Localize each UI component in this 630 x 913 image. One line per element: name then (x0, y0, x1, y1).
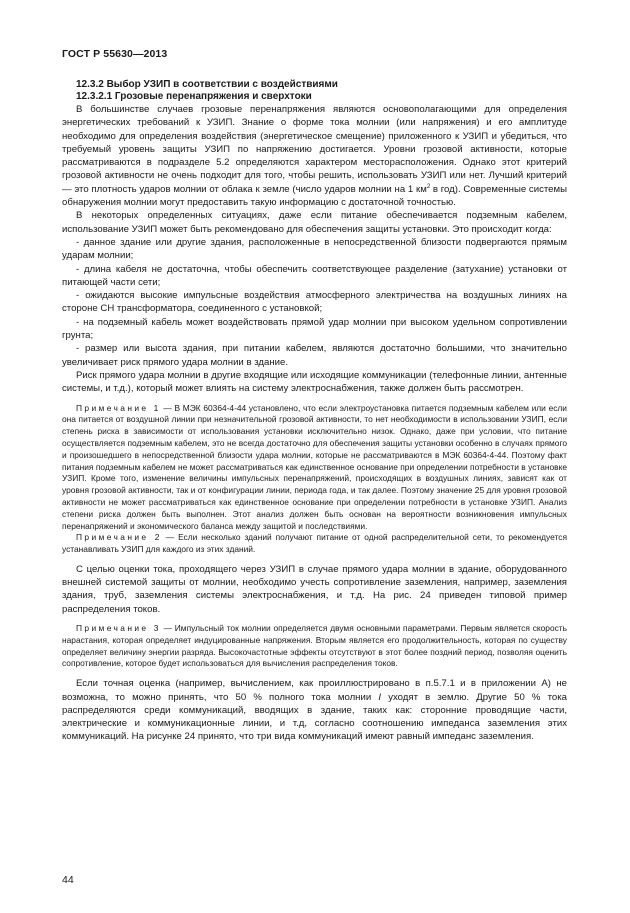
list-item: - на подземный кабель может воздействовать прямой удар молнии при высоком удельном сопротивлении грунта; (62, 316, 567, 342)
list-item: - длина кабеля не достаточна, чтобы обеспечить соответствующее разделение (затухание) установки от питающей части сети; (62, 263, 567, 288)
note-1: Примечание 1 — В МЭК 60364-4-44 установлено, что если электроустановка питается подземным кабелем или если она питается от воздушной линии при незначительной грозовой активности, то нет необходимости в использовании УЗИП, если степень риска в зависимости от использования установки исключительно низок. Однако, даже при условии, что питание осуществляется подземным кабелем, это не всегда достаточно для обеспечения защиты установки особенно в случаях прямого и произошедшего в непосредственной близости удара молнии, которые не рассматриваются в МЭК 60364-4-44. Поэтому факт питания подземным кабелем не может рассматриваться как единственное основание при определении потребности в установке УЗИП. Кроме того, изменение величины импульсных перенапряжений, происходящих в воздушных линиях, зависят как от уровня грозовой активности, так и от конфигурации линии, периода года, и так далее. Поэтому значение 25 для уровня грозовой активности не может рассматриваться как единственное основание при определении потребности в установке УЗИП. Анализ степени риска должен быть выполнен. Этот анализ должен быть основан на вероятности возникновения импульсных перенапряжений и экономического баланса между защитой и последствиями. (62, 402, 567, 531)
paragraph-4: С целью оценки тока, проходящего через УЗИП в случае прямого удара молнии в здание, оборудованного внешней системой защиты от молнии, необходимо учесть сопротивление заземления, например, заземления здания, труб, заземления системы электроснабжения, и т.д. На рис. 24 приведен типовой пример распределения токов. (62, 563, 567, 615)
subsection-title: 12.3.2.1 Грозовые перенапряжения и сверхтоки (76, 91, 312, 102)
note-3: Примечание 3 — Импульсный ток молнии определяется двумя основными параметрами. Первым является скорость нарастания, которая определяет индуцированные напряжения. Вторым является его продолжительность, которая по существу определяет величину энергии разряда. Высокочастотные эффекты отсутствуют в этот более поздний период, позволяя оценить сопротивление, которое будет использоваться для вычисления распределения токов. (62, 623, 567, 669)
list-item: - размер или высота здания, при питании кабелем, являются достаточно большими, что значительно увеличивает риск прямого удара молнии в здание. (62, 343, 567, 368)
document-header: ГОСТ Р 55630—2013 (62, 48, 168, 60)
list-item: - данное здание или другие здания, расположенные в непосредственной близости подвергаются прямым ударам молнии; (62, 236, 567, 262)
section-title: 12.3.2 Выбор УЗИП в соответствии с воздействиями (76, 79, 338, 90)
paragraph-3: Риск прямого удара молнии в другие входящие или исходящие коммуникации (телефонные линии, антенные системы, и т.д.), который может влиять на систему электроснабжения, также должен быть рассмотрен. (62, 369, 567, 395)
paragraph-1: В большинстве случаев грозовые перенапряжения являются основополагающими для определения энергетических требований к УЗИП. Знание о форме тока молнии (или напряжения) и его амплитуде необходимо для определения воздействия (энергетическое смещение) приложенного к УЗИП и убедиться, что требуемый уровень защиты УЗИП по напряжению достигается. Уровни грозовой активности, которые рассматриваются в подразделе 5.2 определяются характером месторасположения. Однако этот критерий грозовой активности не очень подходит для того, чтобы решить, использовать УЗИП или нет. Лучший критерий — это плотность ударов молнии от облака к земле (число ударов молнии на 1 $км^2$ в год). Современные системы обнаружения молнии могут предоставить такую информацию с достаточной точностью. (62, 104, 567, 209)
page-content (62, 79, 567, 744)
page-number: 44 (62, 874, 74, 886)
note-2: Примечание 2 — Если несколько зданий получают питание от одной распределительной сети, то рекомендуется устанавливать УЗИП для каждого из этих зданий. (62, 532, 567, 555)
list-item: - ожидаются высокие импульсные воздействия атмосферного электричества на воздушных линиях на стороне СН трансформатора, соединенного с установкой; (62, 290, 567, 315)
paragraph-2: В некоторых определенных ситуациях, даже если питание обеспечивается подземным кабелем, использование УЗИП может быть рекомендовано для обеспечения защиты установки. Это происходит когда: (62, 210, 567, 235)
paragraph-5: Если точная оценка (например, вычислением, как проиллюстрировано в п.5.7.1 и в приложении А) не возможна, то можно принять, что 50 % полного тока молнии I уходят в землю. Другие 50 % тока распределяются среди коммуникаций, вводящих в здание, таких как: сторонние проводящие части, электрические и коммуникационные линии, и т.д, согласно соотношению импеданса заземления этих коммуникаций. На рисунке 24 принято, что три вида коммуникаций имеют равный импеданс заземления. (62, 678, 567, 743)
